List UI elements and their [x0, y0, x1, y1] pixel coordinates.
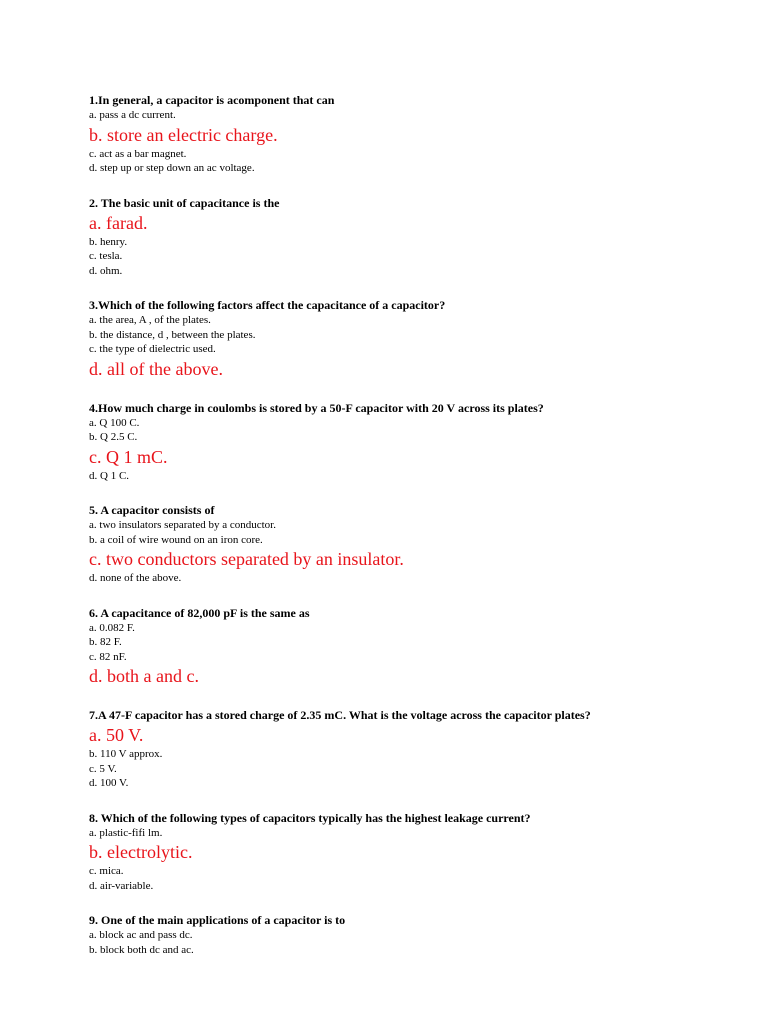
answer-option-correct	[89, 840, 729, 864]
option-text: Q 2.5 C.	[100, 431, 138, 443]
answer-option	[89, 430, 729, 445]
question-block	[89, 912, 729, 957]
answer-option	[89, 416, 729, 431]
question-text: 9. One of the main applications of a capacitor is to	[89, 913, 346, 927]
option-label: a.	[89, 519, 97, 531]
option-label: c.	[89, 446, 102, 467]
quiz-document	[89, 92, 729, 976]
option-label: b.	[89, 533, 98, 546]
answer-option-correct	[89, 664, 729, 688]
option-text: Q 100 C.	[99, 416, 140, 429]
option-label: a.	[89, 929, 97, 941]
option-text: pass a dc current.	[99, 109, 176, 121]
question-text: 5. A capacitor consists of	[89, 503, 215, 517]
option-label: c.	[89, 762, 97, 775]
option-label: c.	[89, 250, 97, 262]
option-label: b.	[89, 431, 98, 443]
question-block	[89, 92, 729, 176]
option-label: d.	[89, 879, 98, 892]
option-label: c.	[89, 147, 97, 160]
option-text: 82 nF.	[99, 650, 127, 663]
option-text: tesla.	[99, 250, 123, 262]
option-label: b.	[89, 636, 98, 648]
option-label: c.	[89, 650, 97, 663]
answer-option-correct	[89, 211, 729, 235]
option-text: two insulators separated by a conductor.	[99, 519, 276, 531]
option-text: farad.	[106, 212, 148, 233]
question-block	[89, 400, 729, 484]
option-text: store an electric charge.	[107, 124, 278, 145]
answer-option	[89, 235, 729, 250]
answer-option	[89, 776, 729, 791]
question-text: 4.How much charge in coulombs is stored by a 50-F capacitor with 20 V across its plates?	[89, 400, 544, 415]
answer-option	[89, 342, 729, 357]
question-block	[89, 297, 729, 381]
option-label: b.	[89, 943, 98, 956]
option-label: d.	[89, 666, 103, 686]
answer-option	[89, 518, 729, 533]
answer-option	[89, 108, 729, 123]
question-block	[89, 810, 729, 894]
answer-option	[89, 571, 729, 586]
option-text: act as a bar magnet.	[99, 147, 187, 160]
option-text: both a and c.	[107, 666, 199, 686]
question-text: 6. A capacitance of 82,000 pF is the same as	[89, 605, 310, 620]
option-label: a.	[89, 416, 97, 429]
question-text: 2. The basic unit of capacitance is the	[89, 195, 280, 210]
option-label: a.	[89, 109, 97, 121]
option-label: d.	[89, 777, 98, 789]
option-text: electrolytic.	[107, 842, 193, 862]
option-text: a coil of wire wound on an iron core.	[100, 533, 263, 546]
answer-option	[89, 747, 729, 762]
answer-option-correct	[89, 123, 729, 147]
option-text: air-variable.	[100, 879, 154, 892]
option-text: two conductors separated by an insulator.	[106, 549, 404, 569]
answer-option-correct	[89, 547, 729, 571]
option-label: a.	[89, 212, 102, 233]
option-text: block both dc and ac.	[100, 943, 194, 956]
option-text: 82 F.	[100, 636, 122, 648]
answer-option	[89, 147, 729, 162]
answer-option	[89, 928, 729, 943]
answer-option	[89, 879, 729, 894]
question-block	[89, 707, 729, 791]
question-text: 8. Which of the following types of capacitors typically has the highest leakage current?	[89, 810, 531, 825]
option-text: 5 V.	[99, 762, 117, 775]
option-text: step up or step down an ac voltage.	[100, 162, 255, 174]
answer-option	[89, 313, 729, 328]
option-label: a.	[89, 725, 102, 745]
answer-option	[89, 864, 729, 879]
option-text: mica.	[99, 865, 124, 877]
answer-option-correct	[89, 723, 729, 747]
option-text: the distance, d , between the plates.	[100, 328, 256, 341]
answer-option	[89, 161, 729, 176]
option-label: a.	[89, 826, 97, 839]
option-text: the type of dielectric used.	[99, 343, 216, 355]
question-text: 1.In general, a capacitor is acomponent that can	[89, 93, 335, 107]
answer-option	[89, 621, 729, 636]
option-label: d.	[89, 358, 103, 379]
option-label: d.	[89, 572, 98, 584]
option-label: b.	[89, 328, 98, 341]
option-text: 0.082 F.	[99, 621, 135, 634]
answer-option	[89, 762, 729, 777]
answer-option	[89, 264, 729, 279]
option-label: c.	[89, 865, 97, 877]
option-text: the area, A , of the plates.	[99, 314, 211, 326]
option-text: ohm.	[100, 264, 123, 277]
option-label: c.	[89, 549, 102, 569]
option-label: d.	[89, 162, 98, 174]
answer-option	[89, 533, 729, 548]
question-text: 3.Which of the following factors affect the capacitance of a capacitor?	[89, 298, 446, 312]
option-text: plastic-fifi lm.	[99, 826, 163, 839]
answer-option	[89, 469, 729, 484]
answer-option	[89, 249, 729, 264]
answer-option	[89, 943, 729, 958]
option-label: d.	[89, 264, 98, 277]
option-text: block ac and pass dc.	[99, 929, 193, 941]
option-label: a.	[89, 621, 97, 634]
answer-option	[89, 650, 729, 665]
answer-option	[89, 328, 729, 343]
option-text: 50 V.	[106, 725, 144, 745]
option-text: henry.	[100, 235, 128, 248]
question-block	[89, 502, 729, 586]
option-label: d.	[89, 469, 98, 482]
answer-option	[89, 826, 729, 841]
question-block	[89, 195, 729, 279]
question-text: 7.A 47-F capacitor has a stored charge of 2.35 mC. What is the voltage across the capacitor plates?	[89, 708, 591, 722]
option-text: 110 V approx.	[100, 748, 163, 760]
option-text: all of the above.	[107, 358, 223, 379]
answer-option-correct	[89, 445, 729, 469]
option-label: b.	[89, 748, 98, 760]
option-text: none of the above.	[100, 572, 182, 584]
answer-option	[89, 635, 729, 650]
option-label: b.	[89, 842, 103, 862]
option-text: Q 1 mC.	[106, 446, 168, 467]
answer-option-correct	[89, 357, 729, 381]
option-label: b.	[89, 124, 103, 145]
question-block	[89, 605, 729, 689]
option-label: a.	[89, 314, 97, 326]
option-label: c.	[89, 343, 97, 355]
option-text: Q 1 C.	[100, 469, 130, 482]
option-text: 100 V.	[100, 777, 129, 789]
option-label: b.	[89, 235, 98, 248]
